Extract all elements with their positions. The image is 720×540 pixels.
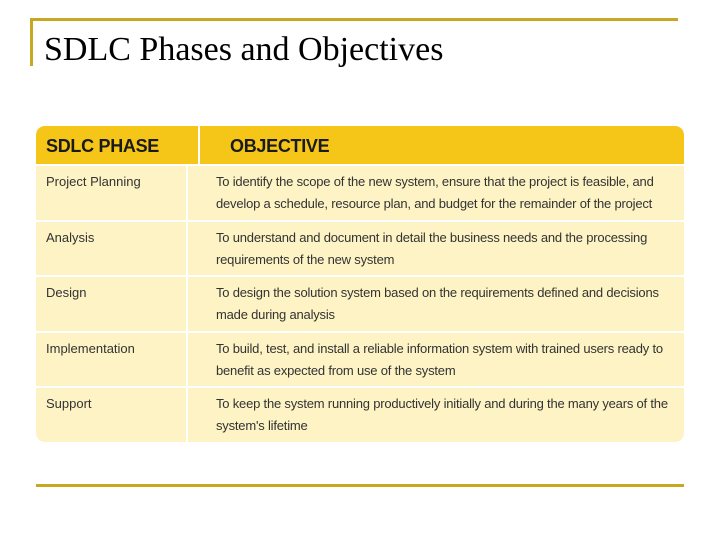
phase-cell: Implementation (36, 333, 188, 387)
left-accent-rule (30, 18, 33, 66)
table-row (36, 386, 684, 442)
table-header-row (36, 126, 684, 164)
phase-cell: Support (36, 388, 188, 442)
bottom-rule (36, 484, 684, 487)
phase-cell: Project Planning (36, 166, 188, 220)
table-row (36, 331, 684, 387)
sdlc-table (36, 126, 684, 442)
top-rule (30, 18, 678, 21)
header-objective: OBJECTIVE (230, 136, 330, 156)
objective-cell: To build, test, and install a reliable information system with trained users ready to benefit as expected from use of the system (216, 340, 663, 378)
objective-cell: To design the solution system based on the requirements defined and decisions made during analysis (216, 285, 659, 322)
header-phase: SDLC PHASE (36, 126, 200, 164)
objective-cell: To understand and document in detail the business needs and the processing requirements of the new system (216, 229, 648, 267)
objective-cell: To keep the system running productively initially and during the many years of the system's lifetime (216, 396, 668, 433)
phase-cell: Design (36, 277, 188, 331)
objective-cell: To identify the scope of the new system, ensure that the project is feasible, and develop a schedule, resource plan, and budget for the remainder of the project (216, 174, 654, 211)
table-row (36, 164, 684, 220)
table-row (36, 275, 684, 331)
table-row (36, 220, 684, 276)
phase-cell: Analysis (36, 222, 188, 276)
slide-title: SDLC Phases and Objectives (44, 31, 444, 68)
